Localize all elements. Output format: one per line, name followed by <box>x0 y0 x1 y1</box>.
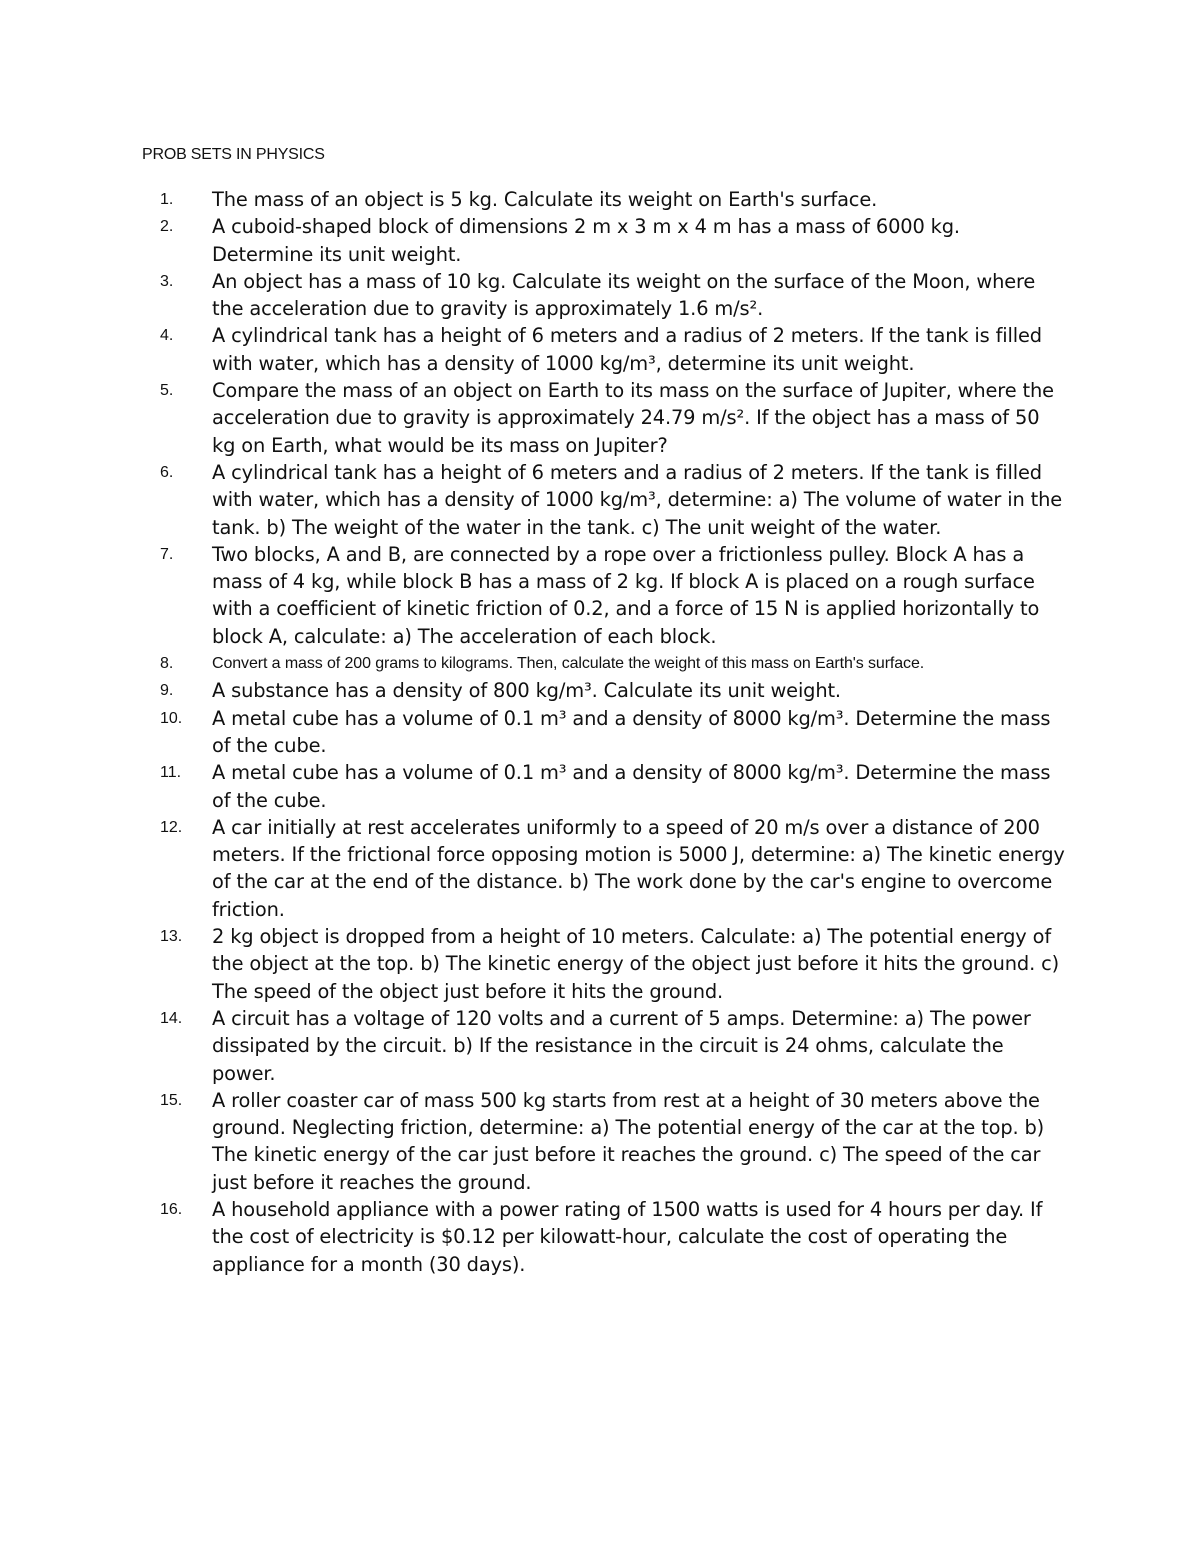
problem-list <box>160 186 1065 1278</box>
problem-item-9 <box>160 677 1065 704</box>
problem-text: The mass of an object is 5 kg. Calculate its weight on Earth's surface. <box>212 188 878 211</box>
problem-text: A cylindrical tank has a height of 6 meters and a radius of 2 meters. If the tank is filled with water, which has a density of 1000 kg/m³, determine: a) The volume of water in the tank. b) The weight of the water in the tank. c) The unit weight of the water. <box>212 460 1063 539</box>
problem-text: A cuboid-shaped block of dimensions 2 m x 3 m x 4 m has a mass of 6000 kg. Determine its unit weight. <box>212 215 960 266</box>
problem-number: 8. <box>160 655 174 673</box>
problem-item-1 <box>160 186 1065 213</box>
problem-item-7 <box>160 541 1065 650</box>
problem-number: 9. <box>160 682 174 700</box>
problem-number: 7. <box>160 545 174 563</box>
problem-text: Compare the mass of an object on Earth to its mass on the surface of Jupiter, where the acceleration due to gravity is approximately 24.79 m/s². If the object has a mass of 50 kg on Earth, what would be its mass on Jupiter? <box>212 379 1054 457</box>
problem-number: 3. <box>160 272 174 290</box>
problem-number: 12. <box>160 818 183 836</box>
problem-number: 5. <box>160 382 174 400</box>
problem-text: Two blocks, A and B, are connected by a rope over a frictionless pulley. Block A has a mass of 4 kg, while block B has a mass of 2 kg. If block A is placed on a rough surface with a coefficient of kinetic friction of 0.2, and a force of 15 N is applied horizontally to block A, calculate: a) The acceleration of each block. <box>212 542 1040 648</box>
problem-item-14 <box>160 1005 1065 1087</box>
problem-number: 16. <box>160 1200 183 1218</box>
problem-number: 4. <box>160 327 174 345</box>
problem-text: Convert a mass of 200 grams to kilograms. Then, calculate the weight of this mass on Earth's surface. <box>212 655 925 673</box>
problem-item-11 <box>160 759 1065 814</box>
problem-number: 6. <box>160 463 174 481</box>
problem-number: 10. <box>160 709 183 727</box>
problem-item-10 <box>160 705 1065 760</box>
document-title: PROB SETS IN PHYSICS <box>142 146 325 163</box>
problem-number: 13. <box>160 928 183 946</box>
problem-text: A metal cube has a volume of 0.1 m³ and a density of 8000 kg/m³. Determine the mass of the cube. <box>212 761 1051 812</box>
problem-text: An object has a mass of 10 kg. Calculate its weight on the surface of the Moon, where the acceleration due to gravity is approximately 1.6 m/s². <box>212 269 1036 321</box>
problem-text: A metal cube has a volume of 0.1 m³ and a density of 8000 kg/m³. Determine the mass of the cube. <box>212 706 1051 757</box>
problem-number: 2. <box>160 218 174 236</box>
problem-text: A car initially at rest accelerates uniformly to a speed of 20 m/s over a distance of 200 meters. If the frictional force opposing motion is 5000 J, determine: a) The kinetic energy of the car at the end of the distance. b) The work done by the car's engine to overcome friction. <box>212 815 1065 921</box>
problem-item-3 <box>160 268 1065 323</box>
problem-text: A circuit has a voltage of 120 volts and a current of 5 amps. Determine: a) The power dissipated by the circuit. b) If the resistance in the circuit is 24 ohms, calculate the power. <box>212 1006 1031 1085</box>
problem-text: A cylindrical tank has a height of 6 meters and a radius of 2 meters. If the tank is filled with water, which has a density of 1000 kg/m³, determine its unit weight. <box>212 324 1042 375</box>
problem-text: 2 kg object is dropped from a height of 10 meters. Calculate: a) The potential energy of the object at the top. b) The kinetic energy of the object just before it hits the ground. c) The speed of the object just before it hits the ground. <box>212 925 1060 1003</box>
problem-item-8 <box>160 650 1065 677</box>
problem-item-6 <box>160 459 1065 541</box>
problem-item-4 <box>160 322 1065 377</box>
problem-number: 14. <box>160 1009 183 1027</box>
problem-text: A substance has a density of 800 kg/m³. Calculate its unit weight. <box>212 679 841 703</box>
problem-text: A roller coaster car of mass 500 kg starts from rest at a height of 30 meters above the ground. Neglecting friction, determine: a) The potential energy of the car at the top. b) The kinetic energy of the car just before it reaches the ground. c) The speed of the car just before it reaches the ground. <box>212 1088 1045 1194</box>
problem-item-15 <box>160 1087 1065 1196</box>
problem-item-13 <box>160 923 1065 1005</box>
problem-number: 11. <box>160 764 182 782</box>
problem-number: 1. <box>160 191 174 208</box>
problem-number: 15. <box>160 1091 183 1109</box>
problem-item-5 <box>160 377 1065 459</box>
problem-item-2 <box>160 213 1065 268</box>
problem-text: A household appliance with a power rating of 1500 watts is used for 4 hours per day. If the cost of electricity is $0.12 per kilowatt-hour, calculate the cost of operating the appliance for a month (30 days). <box>212 1197 1043 1276</box>
problem-item-16 <box>160 1196 1065 1278</box>
problem-item-12 <box>160 814 1065 923</box>
